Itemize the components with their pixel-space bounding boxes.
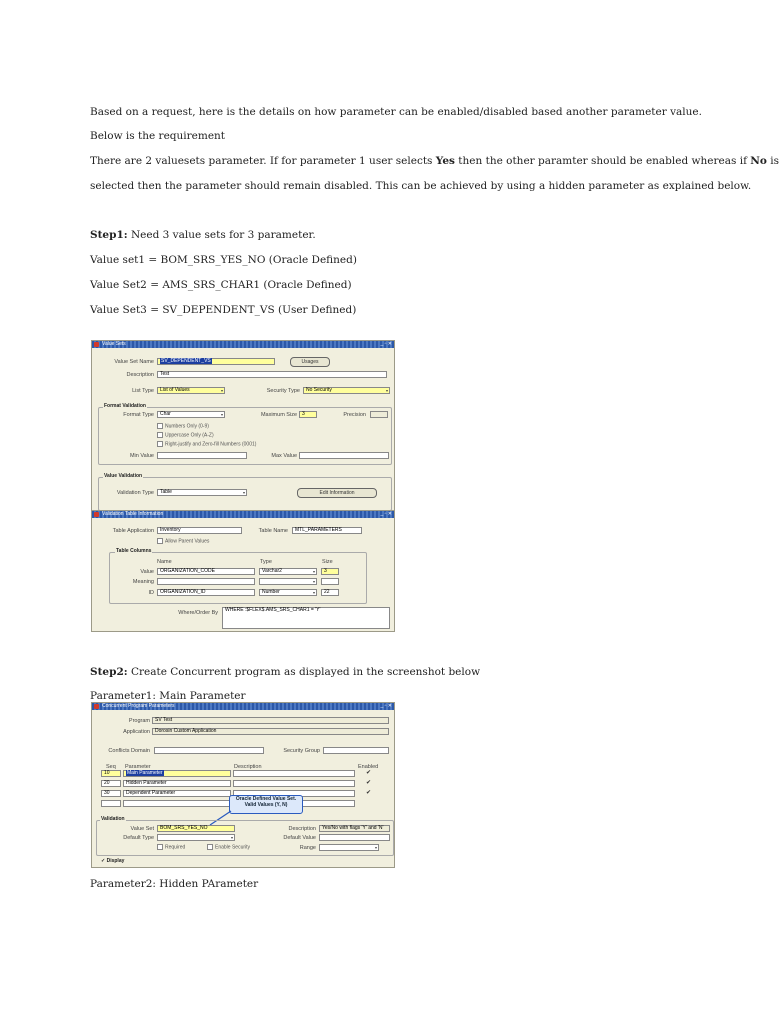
value-sets-titlebar: Value Sets _ ▫ ✕ <box>92 341 394 348</box>
validation-table-screenshot <box>91 510 395 632</box>
oracle-form-icon <box>94 512 99 517</box>
description-field[interactable]: Test <box>157 371 387 378</box>
column-header-name: Name <box>157 559 172 565</box>
window-controls-icon: _ ▫ ✕ <box>380 511 392 517</box>
application-label: Application <box>123 729 150 735</box>
security-type-label: Security Type <box>266 388 300 394</box>
row-parameter[interactable]: Main Parameter <box>123 770 231 777</box>
chevron-down-icon: ▾ <box>312 590 315 595</box>
range-select[interactable] <box>319 844 379 851</box>
range-label: Range <box>299 845 316 851</box>
value-set-name-label: Value Set Name <box>114 359 154 365</box>
where-order-by-label: Where/Order By <box>178 610 218 616</box>
meaning-type-select[interactable] <box>259 578 317 585</box>
format-type-select[interactable]: Char ▾ <box>157 411 225 418</box>
conflicts-domain-label: Conflicts Domain <box>108 748 150 754</box>
concurrent-program-parameters-screenshot <box>91 702 395 868</box>
program-label: Program <box>128 718 150 724</box>
intro-line-3: There are 2 valuesets parameter. If for parameter 1 user selects Yes then the other paramter should be enabled whereas if No is <box>90 155 779 167</box>
format-validation-title: Format Validation <box>104 403 146 409</box>
value-set-3: Value Set3 = SV_DEPENDENT_VS (User Defined) <box>90 304 357 316</box>
column-header-seq: Seq <box>106 764 116 770</box>
default-value-label: Default Value <box>283 835 316 841</box>
parameter2-heading: Parameter2: Hidden PArameter <box>90 878 259 890</box>
intro-line-2: Below is the requirement <box>90 130 226 142</box>
list-type-label: List Type <box>132 388 154 394</box>
row-seq[interactable]: 20 <box>101 780 121 787</box>
step1-heading: Step1: Need 3 value sets for 3 parameter. <box>90 229 316 241</box>
required-checkbox[interactable]: Required <box>157 844 185 850</box>
default-type-label: Default Type <box>123 835 154 841</box>
table-application-label: Table Application <box>112 528 154 534</box>
value-type-select[interactable]: Varchar2 ▾ <box>259 568 317 575</box>
max-value-label: Max Value <box>271 453 297 459</box>
value-size-field[interactable]: 3 <box>321 568 339 575</box>
validation-description-label: Description <box>288 826 316 832</box>
precision-field[interactable] <box>370 411 388 418</box>
step2-heading: Step2: Create Concurrent program as displayed in the screenshot below <box>90 666 481 678</box>
checkmark-icon[interactable]: ✔ <box>366 770 372 776</box>
table-name-label: Table Name <box>258 528 288 534</box>
value-set-name-field[interactable]: SV_DEPENDENT_VS <box>157 358 275 365</box>
precision-label: Precision <box>343 412 366 418</box>
parameter1-heading: Parameter1: Main Parameter <box>90 690 246 702</box>
application-field[interactable]: Dorosin Custom Application <box>152 728 389 735</box>
min-value-label: Min Value <box>129 453 154 459</box>
id-row-label: ID <box>148 590 154 596</box>
table-name-field[interactable]: MTL_PARAMETERS <box>292 527 362 534</box>
chevron-down-icon: ▾ <box>385 388 388 393</box>
where-order-by-field[interactable]: WHERE :$FLEX$.AMS_SRS_CHAR1 = 'Y' <box>222 607 390 629</box>
validation-type-select[interactable]: Table ▾ <box>157 489 247 496</box>
meaning-size-field[interactable] <box>321 578 339 585</box>
column-header-parameter: Parameter <box>125 764 151 770</box>
value-sets-screenshot <box>91 340 395 512</box>
value-set-field[interactable]: BOM_SRS_YES_NO <box>157 825 235 832</box>
table-application-field[interactable]: Inventory <box>157 527 242 534</box>
allow-parent-values-checkbox[interactable]: Allow Parent Values <box>157 538 209 544</box>
meaning-row-label: Meaning <box>132 579 154 585</box>
chevron-down-icon: ▾ <box>312 579 315 584</box>
id-type-select[interactable]: Number ▾ <box>259 589 317 596</box>
checkmark-icon[interactable]: ✔ <box>366 780 372 786</box>
max-value-field[interactable] <box>299 452 389 459</box>
chevron-down-icon: ▾ <box>230 835 233 840</box>
checkmark-icon[interactable]: ✔ <box>366 790 372 796</box>
default-value-field[interactable] <box>319 834 390 841</box>
chevron-down-icon: ▾ <box>374 845 377 850</box>
validation-type-label: Validation Type <box>116 490 154 496</box>
default-type-select[interactable] <box>157 834 235 841</box>
chevron-down-icon: ▾ <box>242 490 245 495</box>
security-type-select[interactable]: No Security ▾ <box>303 387 390 394</box>
row-seq[interactable]: 30 <box>101 790 121 797</box>
id-name-field[interactable]: ORGANIZATION_ID <box>157 589 255 596</box>
meaning-name-field[interactable] <box>157 578 255 585</box>
chevron-down-icon: ▾ <box>220 388 223 393</box>
table-columns-title: Table Columns <box>116 548 152 554</box>
format-type-label: Format Type <box>123 412 154 418</box>
value-name-field[interactable]: ORGANIZATION_CODE <box>157 568 255 575</box>
column-header-enabled: Enabled <box>358 764 379 770</box>
program-field[interactable]: SV Test <box>152 717 389 724</box>
value-validation-title: Value Validation <box>104 473 143 479</box>
right-justify-checkbox[interactable]: Right-justify and Zero-fill Numbers (0001) <box>157 441 256 447</box>
value-row-label: Value <box>140 569 154 575</box>
max-size-field[interactable]: 3 <box>299 411 317 418</box>
column-header-type: Type <box>260 559 272 565</box>
list-type-select[interactable]: List of Values ▾ <box>157 387 225 394</box>
row-parameter[interactable]: Dependent Parameter <box>123 790 231 797</box>
description-label: Description <box>126 372 154 378</box>
validation-description-field[interactable]: Yes/No with flags 'Y' and 'N' <box>319 825 390 832</box>
chevron-down-icon: ▾ <box>312 569 315 574</box>
value-set-1: Value set1 = BOM_SRS_YES_NO (Oracle Defined) <box>90 254 357 266</box>
min-value-field[interactable] <box>157 452 247 459</box>
intro-line-4: selected then the parameter should remain disabled. This can be achieved by using a hidden parameter as explained below. <box>90 180 752 192</box>
edit-information-button[interactable]: Edit Information <box>297 488 377 498</box>
window-controls-icon: _ ▫ ✕ <box>380 341 392 347</box>
usages-button[interactable]: Usages <box>290 357 330 367</box>
window-controls-icon: _ ▫ ✕ <box>380 703 392 709</box>
max-size-label: Maximum Size <box>260 412 297 418</box>
column-header-description: Description <box>234 764 262 770</box>
chevron-down-icon: ▾ <box>220 412 223 417</box>
row-parameter[interactable]: Hidden Parameter <box>123 780 231 787</box>
oracle-defined-callout: Oracle Defined Value Set. Valid Values (Y, N) <box>229 795 303 814</box>
validation-group-title: Validation <box>101 816 125 822</box>
value-set-label: Value Set <box>130 826 154 832</box>
display-group-title: ✓ Display <box>101 858 125 864</box>
column-header-size: Size <box>322 559 333 565</box>
enable-security-checkbox[interactable]: Enable Security <box>207 844 250 850</box>
uppercase-only-checkbox[interactable]: Uppercase Only (A-Z) <box>157 432 214 438</box>
intro-line-1: Based on a request, here is the details on how parameter can be enabled/disabled based another parameter value. <box>90 106 702 118</box>
validation-table-titlebar: Validation Table Information _ ▫ ✕ <box>92 511 394 518</box>
id-size-field[interactable]: 22 <box>321 589 339 596</box>
concurrent-parameters-titlebar: Concurrent Program Parameters _ ▫ ✕ <box>92 703 394 710</box>
numbers-only-checkbox[interactable]: Numbers Only (0-9) <box>157 423 209 429</box>
oracle-form-icon <box>94 342 99 347</box>
security-group-label: Security Group <box>283 748 320 754</box>
row-seq[interactable]: 10 <box>101 770 121 777</box>
value-set-2: Value Set2 = AMS_SRS_CHAR1 (Oracle Defined) <box>90 279 352 291</box>
